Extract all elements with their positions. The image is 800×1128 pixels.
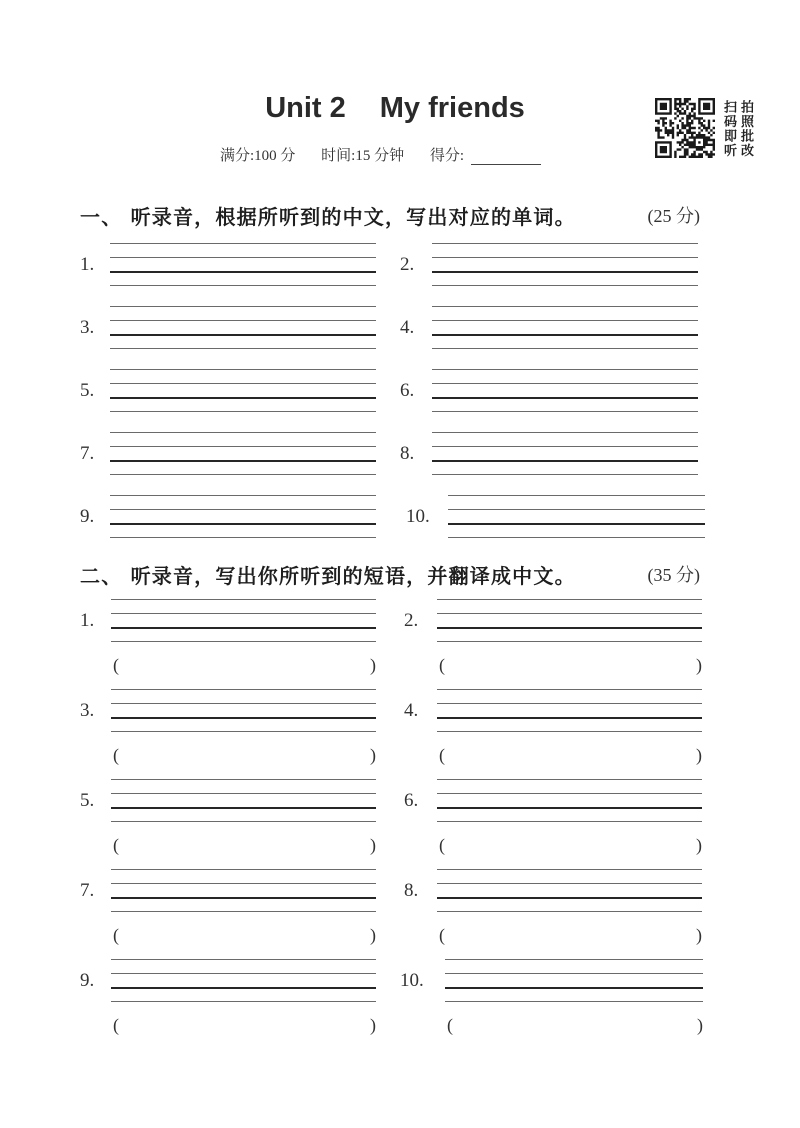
translation-paren-close: ) <box>696 835 702 855</box>
writing-line <box>111 599 376 600</box>
writing-line <box>437 883 702 884</box>
writing-line <box>437 613 702 614</box>
writing-line <box>437 703 702 704</box>
item-number: 6. <box>404 790 419 811</box>
translation-paren-close: ) <box>696 745 702 765</box>
translation-paren-close: ) <box>370 745 376 765</box>
writing-line <box>445 959 703 960</box>
writing-line <box>111 793 376 794</box>
item-number: 10. <box>406 506 430 527</box>
writing-line <box>111 973 376 974</box>
writing-line <box>111 731 376 732</box>
score-label: 得分: <box>429 148 465 164</box>
translation-paren-close: ) <box>370 1015 376 1035</box>
writing-lines-group <box>111 599 376 643</box>
writing-line <box>111 897 376 899</box>
item-number: 4. <box>400 317 415 338</box>
section1-points: (25 分) <box>647 206 700 226</box>
writing-line <box>111 987 376 989</box>
writing-line <box>111 627 376 629</box>
item-number: 9. <box>80 506 95 527</box>
writing-line <box>437 599 702 600</box>
writing-line <box>437 641 702 642</box>
writing-lines-group <box>111 959 376 1003</box>
writing-lines-group <box>437 689 702 733</box>
item-number: 5. <box>80 380 95 401</box>
translation-paren-close: ) <box>696 655 702 675</box>
writing-line <box>111 821 376 822</box>
translation-paren-close: ) <box>370 835 376 855</box>
item-number: 6. <box>400 380 415 401</box>
writing-line <box>111 959 376 960</box>
writing-line <box>111 911 376 912</box>
writing-line <box>111 883 376 884</box>
item-number: 9. <box>80 970 95 991</box>
writing-lines-group <box>437 779 702 823</box>
writing-lines-group <box>111 869 376 913</box>
writing-line <box>111 613 376 614</box>
writing-line <box>437 911 702 912</box>
translation-paren-open: ( <box>113 745 119 765</box>
writing-lines-group <box>111 689 376 733</box>
writing-line <box>437 821 702 822</box>
translation-paren-open: ( <box>439 835 445 855</box>
writing-line <box>437 793 702 794</box>
full-score: 满分:100 分 <box>220 148 296 164</box>
writing-line <box>437 717 702 719</box>
item-number: 10. <box>400 970 424 991</box>
item-number: 8. <box>404 880 419 901</box>
writing-lines-group <box>437 869 702 913</box>
translation-paren-open: ( <box>113 925 119 945</box>
writing-line <box>445 973 703 974</box>
translation-paren-close: ) <box>697 1015 703 1035</box>
item-number: 1. <box>80 254 95 275</box>
section2-points: (35 分) <box>647 565 700 585</box>
translation-paren-open: ( <box>439 745 445 765</box>
item-number: 2. <box>404 610 419 631</box>
writing-line <box>437 869 702 870</box>
item-number: 5. <box>80 790 95 811</box>
item-number: 7. <box>80 880 95 901</box>
time-limit: 时间:15 分钟 <box>321 148 405 164</box>
translation-paren-open: ( <box>113 1015 119 1035</box>
translation-paren-close: ) <box>696 925 702 945</box>
item-number: 3. <box>80 317 95 338</box>
item-number: 4. <box>404 700 419 721</box>
writing-lines-group <box>445 959 703 1003</box>
writing-line <box>111 717 376 719</box>
writing-line <box>111 1001 376 1002</box>
writing-line <box>437 731 702 732</box>
writing-line <box>445 987 703 989</box>
unit-label: Unit 2 <box>265 92 346 124</box>
translation-paren-open: ( <box>439 655 445 675</box>
writing-lines-group <box>111 779 376 823</box>
item-number: 3. <box>80 700 95 721</box>
item-number: 1. <box>80 610 95 631</box>
writing-line <box>437 807 702 809</box>
qr-caption-grade: 拍照批改 <box>738 100 753 158</box>
translation-paren-open: ( <box>113 655 119 675</box>
writing-lines-group <box>437 599 702 643</box>
writing-line <box>445 1001 703 1002</box>
translation-paren-close: ) <box>370 655 376 675</box>
writing-line <box>111 703 376 704</box>
section2-instruction: 二、 听录音，写出你所听到的短语，并翻译成中文。 <box>80 563 576 588</box>
translation-paren-open: ( <box>439 925 445 945</box>
translation-paren-close: ) <box>370 925 376 945</box>
writing-line <box>437 897 702 899</box>
writing-line <box>437 627 702 629</box>
item-number: 8. <box>400 443 415 464</box>
item-number: 7. <box>80 443 95 464</box>
writing-line <box>111 689 376 690</box>
section1-instruction: 一、 听录音，根据所听到的中文，写出对应的单词。 <box>80 204 576 229</box>
item-number: 2. <box>400 254 415 275</box>
writing-line <box>111 779 376 780</box>
writing-line <box>111 641 376 642</box>
qr-caption-scan: 扫码即听 <box>721 100 736 158</box>
writing-line <box>437 779 702 780</box>
writing-line <box>437 689 702 690</box>
writing-line <box>111 807 376 809</box>
translation-paren-open: ( <box>113 835 119 855</box>
unit-name: My friends <box>379 92 525 124</box>
writing-line <box>111 869 376 870</box>
translation-paren-open: ( <box>447 1015 453 1035</box>
